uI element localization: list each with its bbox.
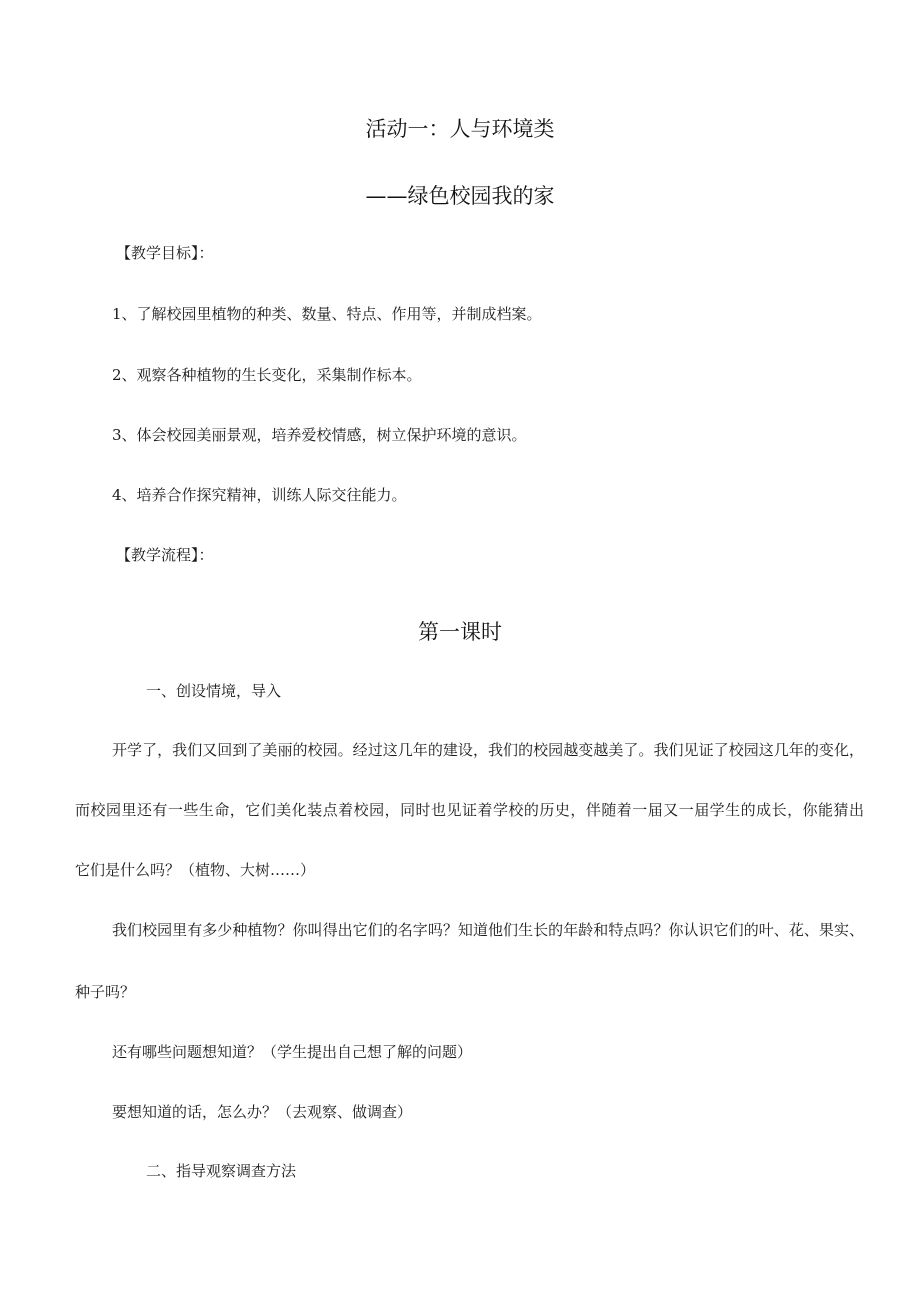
goal-item-2: 2、观察各种植物的生长变化，采集制作标本。	[112, 366, 422, 384]
paragraph-2-line-2: 种子吗？	[75, 983, 136, 1001]
section-heading-2: 二、指导观察调查方法	[146, 1162, 297, 1180]
process-heading: 【教学流程】：	[116, 546, 214, 564]
lesson-title: 第一课时	[418, 620, 502, 644]
goals-heading: 【教学目标】：	[116, 244, 214, 262]
page-title: 活动一：人与环境类	[365, 117, 555, 141]
page-subtitle: ——绿色校园我的家	[365, 184, 555, 208]
goal-item-1: 1、了解校园里植物的种类、数量、特点、作用等，并制成档案。	[112, 305, 542, 323]
paragraph-3: 还有哪些问题想知道？（学生提出自己想了解的问题）	[112, 1043, 473, 1061]
paragraph-2-line-1: 我们校园里有多少种植物？你叫得出它们的名字吗？知道他们生长的年龄和特点吗？你认识它们的叶、花、果实、	[112, 921, 864, 939]
paragraph-1-line-1: 开学了，我们又回到了美丽的校园。经过这几年的建设，我们的校园越变越美了。我们见证了校园这几年的变化，	[112, 741, 864, 759]
paragraph-1-line-3: 它们是什么吗？（植物、大树……）	[75, 861, 316, 879]
goal-item-4: 4、培养合作探究精神，训练人际交往能力。	[112, 486, 407, 504]
section-heading-1: 一、创设情境，导入	[146, 682, 282, 700]
goal-item-3: 3、体会校园美丽景观，培养爱校情感，树立保护环境的意识。	[112, 426, 527, 444]
paragraph-4: 要想知道的话，怎么办？（去观察、做调查）	[112, 1103, 413, 1121]
paragraph-1-line-2: 而校园里还有一些生命，它们美化装点着校园，同时也见证着学校的历史，伴随着一届又一届学生的成长，你能猜出	[75, 801, 864, 819]
